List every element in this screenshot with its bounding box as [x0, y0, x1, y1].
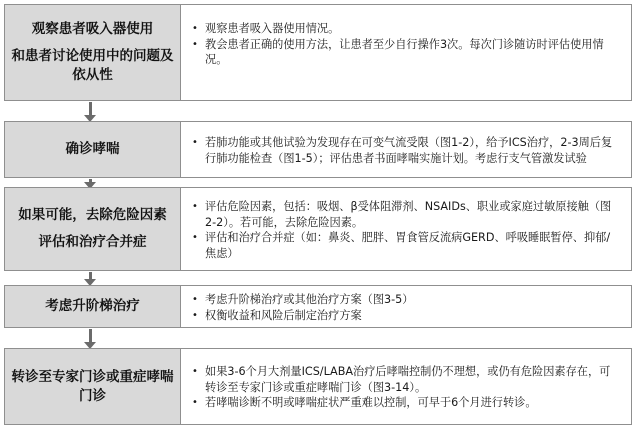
step-title-panel — [5, 188, 181, 270]
bullet-icon: • — [192, 309, 198, 321]
bullet-icon: • — [192, 397, 198, 409]
list-item — [185, 395, 621, 411]
step-detail-panel — [181, 188, 631, 270]
list-item — [185, 308, 621, 324]
step-title: 如果可能，去除危险因素 — [18, 207, 167, 223]
bullet-text: 教会患者正确的使用方法，让患者至少自行操作3次。每次门诊随访时评估使用情况。 — [205, 37, 604, 66]
list-item — [185, 230, 621, 261]
step-title: 评估和治疗合并症 — [38, 234, 147, 250]
list-item — [185, 292, 621, 308]
bullet-text: 权衡收益和风险后制定治疗方案 — [205, 308, 362, 322]
bullet-text: 观察患者吸入器使用情况。 — [205, 22, 340, 35]
step-remove-risk-factors — [4, 187, 632, 271]
step-title: 观察患者吸入器使用 — [31, 21, 154, 37]
down-arrow-icon — [84, 272, 98, 286]
bullet-icon: • — [192, 137, 198, 148]
down-arrow-icon — [84, 102, 98, 122]
bullet-icon: • — [192, 201, 198, 212]
step-title-panel — [5, 122, 181, 177]
list-item — [185, 135, 621, 166]
step-title-panel — [5, 286, 181, 327]
bullet-icon: • — [192, 232, 198, 243]
bullet-text: 评估危险因素，包括：吸烟、β受体阻滞剂、NSAIDs、职业或家庭过敏原接触（图2-2）。若可能，去除危险因素。 — [205, 200, 612, 229]
list-item — [185, 364, 621, 395]
bullet-icon: • — [192, 38, 198, 50]
bullet-icon: • — [192, 23, 198, 34]
step-detail-panel — [181, 349, 631, 424]
bullet-text: 评估和治疗合并症（如：鼻炎、肥胖、胃食管反流病GERD、呼吸睡眠暂停、抑郁/焦虑） — [205, 231, 611, 260]
list-item — [185, 199, 621, 230]
bullet-icon: • — [192, 294, 198, 305]
step-inhaler-check — [4, 4, 632, 101]
step-title-panel — [5, 349, 181, 424]
step-title: 考虑升阶梯治疗 — [45, 298, 140, 314]
step-confirm-diagnosis — [4, 121, 632, 178]
list-item — [185, 21, 621, 37]
step-title: 转诊至专家门诊或重症哮喘门诊 — [11, 368, 174, 404]
step-specialist-referral — [4, 348, 632, 425]
bullet-text: 如果3-6个月大剂量ICS/LABA治疗后哮喘控制仍不理想，或仍有危险因素存在，可转诊至专家门诊或重症哮喘门诊（图3-14）。 — [205, 365, 611, 394]
step-step-up-treatment — [4, 285, 632, 328]
down-arrow-icon — [84, 329, 98, 349]
bullet-text: 若肺功能或其他试验为发现存在可变气流受限（图1-2），给予ICS治疗，2-3周后复行肺功能检查（图1-5）；评估患者书面哮喘实施计划。考虑行支气管激发试验 — [205, 136, 613, 165]
bullet-icon: • — [192, 366, 198, 378]
step-detail-panel — [181, 5, 631, 100]
bullet-text: 考虑升阶梯治疗或其他治疗方案（图3-5） — [205, 293, 414, 306]
list-item — [185, 37, 621, 68]
step-title: 和患者讨论使用中的问题及依从性 — [11, 48, 174, 83]
step-title: 确诊哮喘 — [65, 141, 120, 157]
step-title-panel — [5, 5, 181, 100]
bullet-text: 若哮喘诊断不明或哮喘症状严重难以控制，可早于6个月进行转诊。 — [205, 396, 537, 410]
step-detail-panel — [181, 122, 631, 177]
step-detail-panel — [181, 286, 631, 327]
